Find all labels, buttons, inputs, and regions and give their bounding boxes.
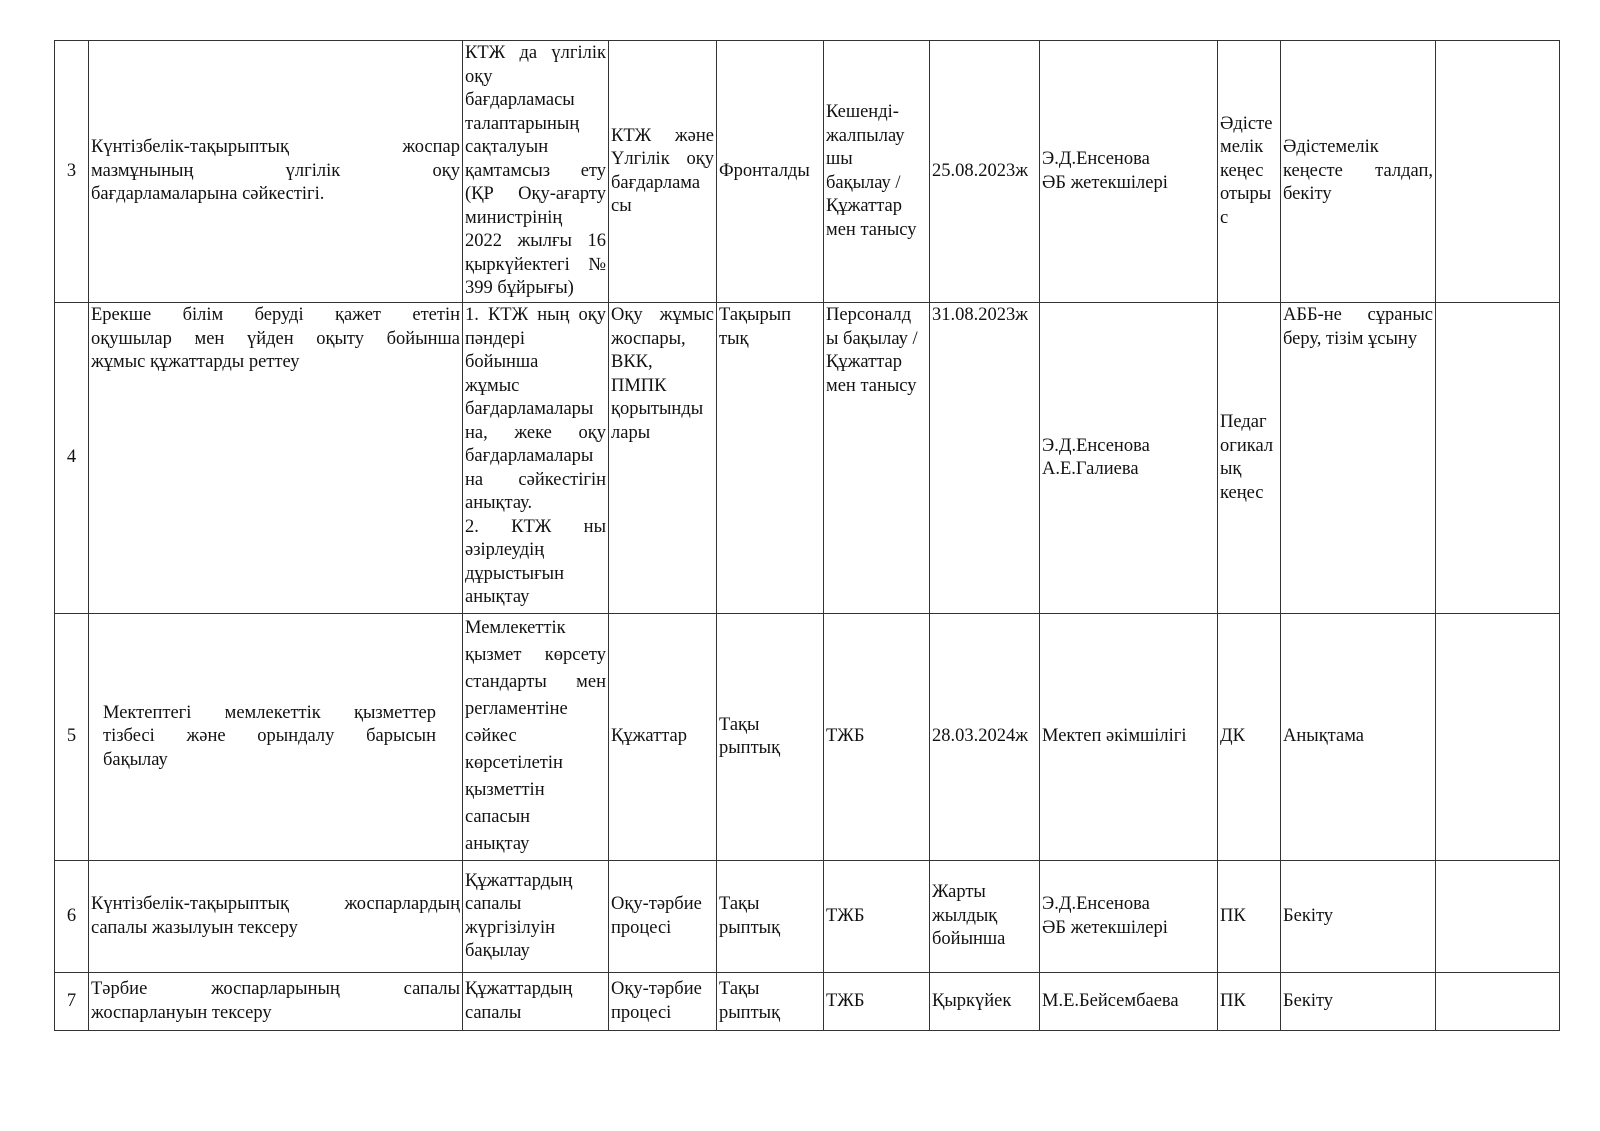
goal-line: стандарты мен [465,672,606,692]
review-place-line: ПК [1220,905,1246,926]
result-line: Анықтама [1283,726,1364,747]
goal-line: сапалы [465,1002,522,1023]
review-place-cell [1218,973,1281,1031]
table-row [55,861,1560,973]
result-cell [1281,41,1436,303]
review-place-line: мелік [1220,137,1264,158]
review-place-line: отыры [1220,184,1272,205]
topic-cell [89,861,463,973]
responsible-line: Мектеп әкімшілігі [1042,726,1187,747]
method-line: шы [826,149,853,169]
method-cell [824,41,930,303]
date-cell [930,614,1040,861]
goal-line: әзірлеудің [465,540,545,560]
method-line: Кешенді- [826,102,899,122]
object-line: лары [611,422,651,443]
method-line: мен танысу [826,375,917,396]
responsible-line: Э.Д.Енсенова [1042,894,1150,914]
responsible-cell [1040,973,1218,1031]
responsible-cell [1040,303,1218,614]
date-cell [930,973,1040,1031]
type-line: Тақы [719,979,760,999]
method-line: Құжаттар [826,196,902,216]
method-line: мен танысу [826,219,917,240]
goal-line: 1. КТЖ ның оқу [465,305,606,325]
review-place-line: ық [1220,459,1242,479]
goal-line: 2. КТЖ ны [465,516,606,537]
review-place-line: Әдісте [1220,113,1273,134]
goal-line: сәйкес [465,726,517,746]
row-number-cell: 3 [55,41,89,303]
topic-line: сапалы жазылуын тексеру [91,917,298,938]
goal-line: бағдарламалары [465,446,594,466]
type-line: Фронталды [719,160,810,181]
object-cell [609,614,717,861]
responsible-line: Э.Д.Енсенова [1042,149,1150,169]
result-line: беру, тізім ұсыну [1283,328,1418,349]
result-line: Әдістемелік [1283,137,1379,158]
responsible-line: А.Е.Галиева [1042,459,1139,479]
goal-line: на, жеке оқу [465,422,606,443]
topic-line: мазмұнының үлгілік оқу [91,160,460,181]
type-line: рыптық [719,917,781,938]
topic-line: Тәрбие жоспарларының сапалы [91,979,460,999]
object-line: Оқу-тәрбие [611,894,702,914]
topic-line: Мектептегі мемлекеттік қызметтер [103,702,436,723]
control-plan-table [54,40,1560,1031]
topic-line: жоспарлануын тексеру [91,1002,272,1023]
responsible-cell [1040,41,1218,303]
goal-cell [463,861,609,973]
goal-line: бақылау [465,941,530,961]
topic-line: Ерекше білім беруді қажет ететін [91,305,460,325]
goal-line: сақталуын [465,137,549,157]
result-line: бекіту [1283,184,1332,205]
object-line: ПМПК [611,375,667,396]
topic-line: Күнтізбелік-тақырыптық жоспарлардың [91,894,460,914]
goal-line: пәндері [465,328,526,349]
control-type-cell [717,614,824,861]
result-cell [1281,861,1436,973]
method-line: ТЖБ [826,990,865,1011]
object-cell [609,41,717,303]
goal-line: регламентіне [465,699,568,719]
responsible-cell [1040,614,1218,861]
object-cell [609,973,717,1031]
type-line: Тақырып [719,305,792,325]
date-line: Қыркүйек [932,990,1012,1011]
goal-line: сапалы [465,894,522,914]
control-type-cell [717,303,824,614]
goal-line: КТЖ да үлгілік [465,43,606,63]
goal-line: сапасын [465,807,531,827]
table-row [55,41,1560,303]
goal-line: қызмет көрсету [465,645,606,665]
topic-cell [89,614,463,861]
goal-line: жұмыс [465,375,520,396]
object-line: Құжаттар [611,726,687,747]
method-line: бақылау / [826,172,901,193]
date-cell [930,41,1040,303]
responsible-line: М.Е.Бейсембаева [1042,990,1179,1011]
result-line: Бекіту [1283,905,1334,926]
topic-cell [89,41,463,303]
review-place-line: кеңес [1220,160,1264,181]
topic-line: бағдарламаларына сәйкестігі. [91,184,325,205]
goal-line: талаптарының [465,113,580,134]
object-line: жоспары, [611,328,686,349]
method-line: ТЖБ [826,905,865,926]
goal-line: Мемлекеттік [465,618,566,638]
table-row [55,973,1560,1031]
review-place-line: с [1220,207,1229,228]
type-line: рыптық [719,1002,781,1023]
goal-line: 2022 жылғы 16 [465,231,606,251]
date-cell [930,861,1040,973]
table-row [55,614,1560,861]
responsible-line: ӘБ жетекшілері [1042,172,1168,193]
goal-line: жүргізілуін [465,917,555,938]
object-line: Оқу-тәрбие [611,979,702,999]
object-line: сы [611,196,632,216]
method-cell [824,973,930,1031]
review-place-line: огикал [1220,435,1274,456]
method-line: ы бақылау / [826,328,918,349]
date-line: бойынша [932,929,1006,950]
review-place-cell [1218,303,1281,614]
method-cell [824,614,930,861]
result-cell [1281,303,1436,614]
type-line: Тақы [719,894,760,914]
date-line: 31.08.2023ж [932,305,1029,325]
control-type-cell [717,973,824,1031]
date-cell [930,303,1040,614]
goal-line: Құжаттардың [465,979,573,999]
object-cell [609,303,717,614]
review-place-line: кеңес [1220,482,1264,503]
goal-line: қыркүйектегі № [465,254,606,275]
row-number-cell: 5 [55,614,89,861]
type-line: Тақы [719,714,760,735]
review-place-cell [1218,861,1281,973]
note-cell [1436,861,1560,973]
object-line: бағдарлама [611,172,701,193]
goal-line: (ҚР Оқу-ағарту [465,184,606,204]
review-place-line: ДК [1220,726,1245,747]
goal-line: бағдарламалары [465,399,594,419]
topic-cell [89,973,463,1031]
date-line: 28.03.2024ж [932,726,1029,747]
result-line: Бекіту [1283,990,1334,1011]
goal-line: дұрыстығын [465,563,564,584]
result-line: АББ-не сұраныс [1283,305,1433,325]
goal-line: министрінің [465,207,563,228]
method-cell [824,303,930,614]
object-line: Оқу жұмыс [611,305,714,325]
review-place-line: ПК [1220,990,1246,1011]
result-cell [1281,614,1436,861]
topic-cell [89,303,463,614]
row-number-cell: 7 [55,973,89,1031]
goal-line: бойынша [465,352,539,372]
control-type-cell [717,41,824,303]
topic-line: жұмыс құжаттарды реттеу [91,352,300,372]
method-cell [824,861,930,973]
goal-line: бағдарламасы [465,90,575,110]
row-number-cell: 6 [55,861,89,973]
topic-line: бақылау [103,749,168,770]
goal-cell [463,41,609,303]
method-line: Құжаттар [826,352,902,372]
date-line: Жарты [932,882,986,903]
goal-line: оқу [465,66,493,87]
object-line: қорытынды [611,399,704,419]
goal-line: көрсетілетін [465,753,563,773]
goal-line: анықтау. [465,493,533,513]
note-cell [1436,41,1560,303]
method-line: ТЖБ [826,726,865,747]
control-type-cell [717,861,824,973]
table-row [55,303,1560,614]
date-line: 25.08.2023ж [932,160,1029,181]
note-cell [1436,973,1560,1031]
topic-line: оқушылар мен үйден оқыту бойынша [91,328,460,349]
goal-line: анықтау [465,834,530,854]
responsible-cell [1040,861,1218,973]
review-place-cell [1218,614,1281,861]
object-line: процесі [611,917,672,938]
method-line: жалпылау [826,125,905,146]
goal-line: қамтамсыз ету [465,160,606,181]
responsible-line: Э.Д.Енсенова [1042,435,1150,456]
goal-line: анықтау [465,587,530,607]
goal-line: Құжаттардың [465,870,573,891]
object-line: КТЖ және [611,125,714,146]
responsible-line: ӘБ жетекшілері [1042,917,1168,938]
type-line: рыптық [719,738,781,758]
review-place-line: Педаг [1220,412,1267,432]
goal-line: на сәйкестігін [465,469,606,490]
note-cell [1436,303,1560,614]
type-line: тық [719,328,749,349]
object-line: Үлгілік оқу [611,149,714,169]
topic-line: тізбесі және орындалу барысын [103,726,436,747]
object-cell [609,861,717,973]
result-cell [1281,973,1436,1031]
note-cell [1436,614,1560,861]
object-line: процесі [611,1002,672,1023]
goal-cell [463,614,609,861]
review-place-cell [1218,41,1281,303]
result-line: кеңесте талдап, [1283,160,1433,181]
table-body [55,41,1560,1031]
topic-line: Күнтізбелік-тақырыптық жоспар [91,137,460,158]
goal-cell [463,303,609,614]
goal-cell [463,973,609,1031]
date-line: жылдық [932,905,998,926]
row-number-cell: 4 [55,303,89,614]
method-line: Персоналд [826,305,912,325]
goal-line: қызметтін [465,780,545,800]
object-line: ВКК, [611,352,653,372]
goal-line: 399 бұйрығы) [465,278,574,298]
